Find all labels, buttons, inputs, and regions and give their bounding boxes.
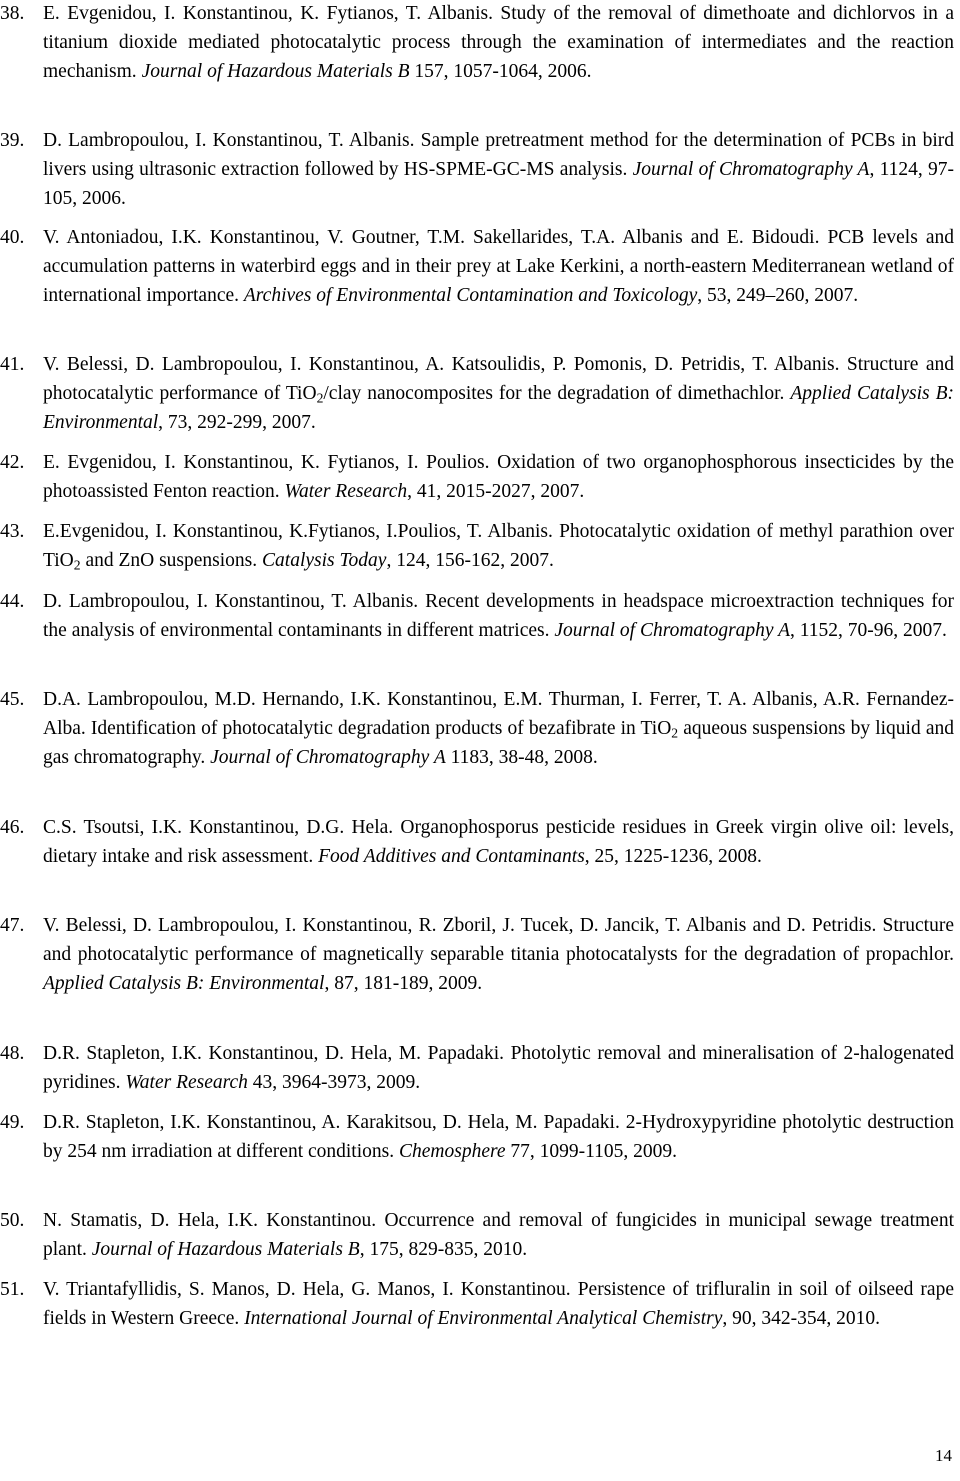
reference-item	[0, 587, 960, 645]
volume-pages-year: , 1124, 97-105, 2006.	[43, 159, 954, 210]
journal-title: Journal of Chromatography A	[554, 620, 791, 642]
reference-number: 51.	[0, 1279, 25, 1300]
reference-citation: V. Triantafyllidis, S. Manos, D. Hela, G. Manos, I. Konstantinou. Persistence of trifluralin in soil of oilseed rape fields in Western Greece.	[43, 1279, 954, 1330]
reference-number: 48.	[0, 1043, 25, 1064]
volume-pages-year: , 1152, 70-96, 2007.	[790, 620, 947, 642]
reference-item	[0, 350, 960, 438]
journal-title: Journal of Chromatography A	[632, 159, 870, 181]
reference-citation: E.Evgenidou, I. Konstantinou, K.Fytianos, I.Poulios, T. Albanis. Photocatalytic oxidation of methyl parathion over TiO	[43, 521, 954, 572]
reference-citation: D.A. Lambropoulou, M.D. Hernando, I.K. Konstantinou, E.M. Thurman, I. Ferrer, T. A. Albanis, A.R. Fernandez-Alba. Identification of photocatalytic degradation products of bezafibrate in TiO	[43, 689, 954, 740]
reference-citation: E. Evgenidou, I. Konstantinou, K. Fytianos, T. Albanis. Study of the removal of dimethoate and dichlorvos in a titanium dioxide mediated photocatalytic process through the examination of intermediates and the reaction mechanism.	[43, 3, 954, 83]
reference-item	[0, 813, 960, 871]
journal-title: Water Research	[125, 1072, 248, 1094]
volume-pages-year: 1183, 38-48, 2008.	[445, 747, 598, 769]
reference-text	[43, 223, 954, 311]
reference-number: 40.	[0, 227, 25, 248]
journal-title: Journal of Chromatography A	[210, 747, 446, 769]
subscript: 2	[73, 557, 81, 573]
reference-item	[0, 517, 960, 575]
reference-citation: D.R. Stapleton, I.K. Konstantinou, A. Karakitsou, D. Hela, M. Papadaki. 2-Hydroxypyridine photolytic destruction by 254 nm irradiation at different conditions.	[43, 1112, 954, 1163]
reference-item	[0, 1039, 960, 1097]
reference-text	[43, 587, 954, 645]
volume-pages-year: 43, 3964-3973, 2009.	[247, 1072, 421, 1094]
reference-item	[0, 1108, 960, 1166]
reference-citation: N. Stamatis, D. Hela, I.K. Konstantinou. Occurrence and removal of fungicides in municipal sewage treatment plant.	[43, 1210, 954, 1261]
reference-citation: V. Belessi, D. Lambropoulou, I. Konstantinou, A. Katsoulidis, P. Pomonis, D. Petridis, T. Albanis. Structure and photocatalytic performance of TiO	[43, 354, 954, 405]
reference-item	[0, 1206, 960, 1264]
volume-pages-year: , 175, 829-835, 2010.	[359, 1239, 528, 1261]
journal-title: Food Additives and Contaminants	[318, 846, 585, 868]
journal-title: Journal of Hazardous Materials B	[141, 61, 410, 83]
journal-title: Applied Catalysis B: Environmental	[43, 383, 954, 434]
reference-citation: D.R. Stapleton, I.K. Konstantinou, D. Hela, M. Papadaki. Photolytic removal and mineralisation of 2-halogenated pyridines.	[43, 1043, 954, 1094]
volume-pages-year: , 73, 292-299, 2007.	[158, 412, 316, 434]
reference-number: 38.	[0, 3, 25, 24]
volume-pages-year: , 25, 1225-1236, 2008.	[584, 846, 762, 868]
reference-item	[0, 223, 960, 311]
reference-item	[0, 685, 960, 773]
volume-pages-year: , 41, 2015-2027, 2007.	[407, 481, 585, 503]
reference-number: 44.	[0, 591, 25, 612]
reference-number: 49.	[0, 1112, 25, 1133]
reference-text	[43, 126, 954, 214]
reference-text	[43, 1108, 954, 1166]
reference-citation-continued: and ZnO suspensions.	[80, 550, 263, 572]
reference-citation: D. Lambropoulou, I. Konstantinou, T. Albanis. Sample pretreatment method for the determination of PCBs in bird livers using ultrasonic extraction followed by HS-SPME-GC-MS analysis.	[43, 130, 954, 181]
reference-number: 42.	[0, 452, 25, 473]
volume-pages-year: , 124, 156-162, 2007.	[386, 550, 554, 572]
reference-text	[43, 1206, 954, 1264]
reference-text	[43, 517, 954, 575]
reference-item	[0, 0, 960, 87]
reference-text	[43, 813, 954, 871]
journal-title: Journal of Hazardous Materials B	[91, 1239, 360, 1261]
reference-text	[43, 0, 954, 87]
journal-title: Chemosphere	[398, 1141, 506, 1163]
reference-citation: V. Belessi, D. Lambropoulou, I. Konstantinou, R. Zboril, J. Tucek, D. Jancik, T. Albanis and D. Petridis. Structure and photocatalytic performance of magnetically separable titania photocatalysts for the degradation of propachlor.	[43, 915, 954, 966]
subscript: 2	[316, 390, 324, 406]
reference-citation: D. Lambropoulou, I. Konstantinou, T. Albanis. Recent developments in headspace microextraction techniques for the analysis of environmental contaminants in different matrices.	[43, 591, 954, 642]
reference-citation: V. Antoniadou, I.K. Konstantinou, V. Goutner, T.M. Sakellarides, T.A. Albanis and E. Bidoudi. PCB levels and accumulation patterns in waterbird eggs and in their prey at Lake Kerkini, a north-eastern Mediterranean wetland of international importance.	[43, 227, 954, 307]
subscript: 2	[671, 725, 679, 741]
journal-title: Archives of Environmental Contamination and Toxicology	[243, 285, 698, 307]
reference-text	[43, 911, 954, 999]
reference-text	[43, 685, 954, 773]
reference-text	[43, 1039, 954, 1097]
volume-pages-year: 157, 1057-1064, 2006.	[409, 61, 592, 83]
reference-item	[0, 911, 960, 999]
journal-title: Water Research	[284, 481, 408, 503]
reference-item	[0, 126, 960, 214]
volume-pages-year: 77, 1099-1105, 2009.	[505, 1141, 678, 1163]
reference-number: 41.	[0, 354, 25, 375]
journal-title: International Journal of Environmental Analytical Chemistry	[244, 1308, 723, 1330]
page-number: 14	[935, 1446, 952, 1465]
reference-number: 45.	[0, 689, 25, 710]
reference-text	[43, 1275, 954, 1333]
reference-number: 39.	[0, 130, 25, 151]
volume-pages-year: , 90, 342-354, 2010.	[722, 1308, 880, 1330]
reference-number: 43.	[0, 521, 25, 542]
reference-number: 47.	[0, 915, 25, 936]
volume-pages-year: , 53, 249–260, 2007.	[697, 285, 859, 307]
reference-citation: E. Evgenidou, I. Konstantinou, K. Fytianos, I. Poulios. Oxidation of two organophosphorous insecticides by the photoassisted Fenton reaction.	[43, 452, 954, 503]
reference-number: 50.	[0, 1210, 25, 1231]
reference-citation-continued: /clay nanocomposites for the degradation of dimethachlor.	[323, 383, 791, 405]
reference-text	[43, 448, 954, 506]
volume-pages-year: , 87, 181-189, 2009.	[324, 973, 483, 995]
reference-item	[0, 1275, 960, 1333]
reference-text	[43, 350, 954, 438]
reference-number: 46.	[0, 817, 25, 838]
reference-citation: C.S. Tsoutsi, I.K. Konstantinou, D.G. Hela. Organophosporus pesticide residues in Greek virgin olive oil: levels, dietary intake and risk assessment.	[43, 817, 954, 868]
reference-item	[0, 448, 960, 506]
reference-citation-continued: aqueous suspensions by liquid and gas chromatography.	[43, 718, 954, 769]
journal-title: Applied Catalysis B: Environmental	[43, 973, 325, 995]
journal-title: Catalysis Today	[262, 550, 387, 572]
